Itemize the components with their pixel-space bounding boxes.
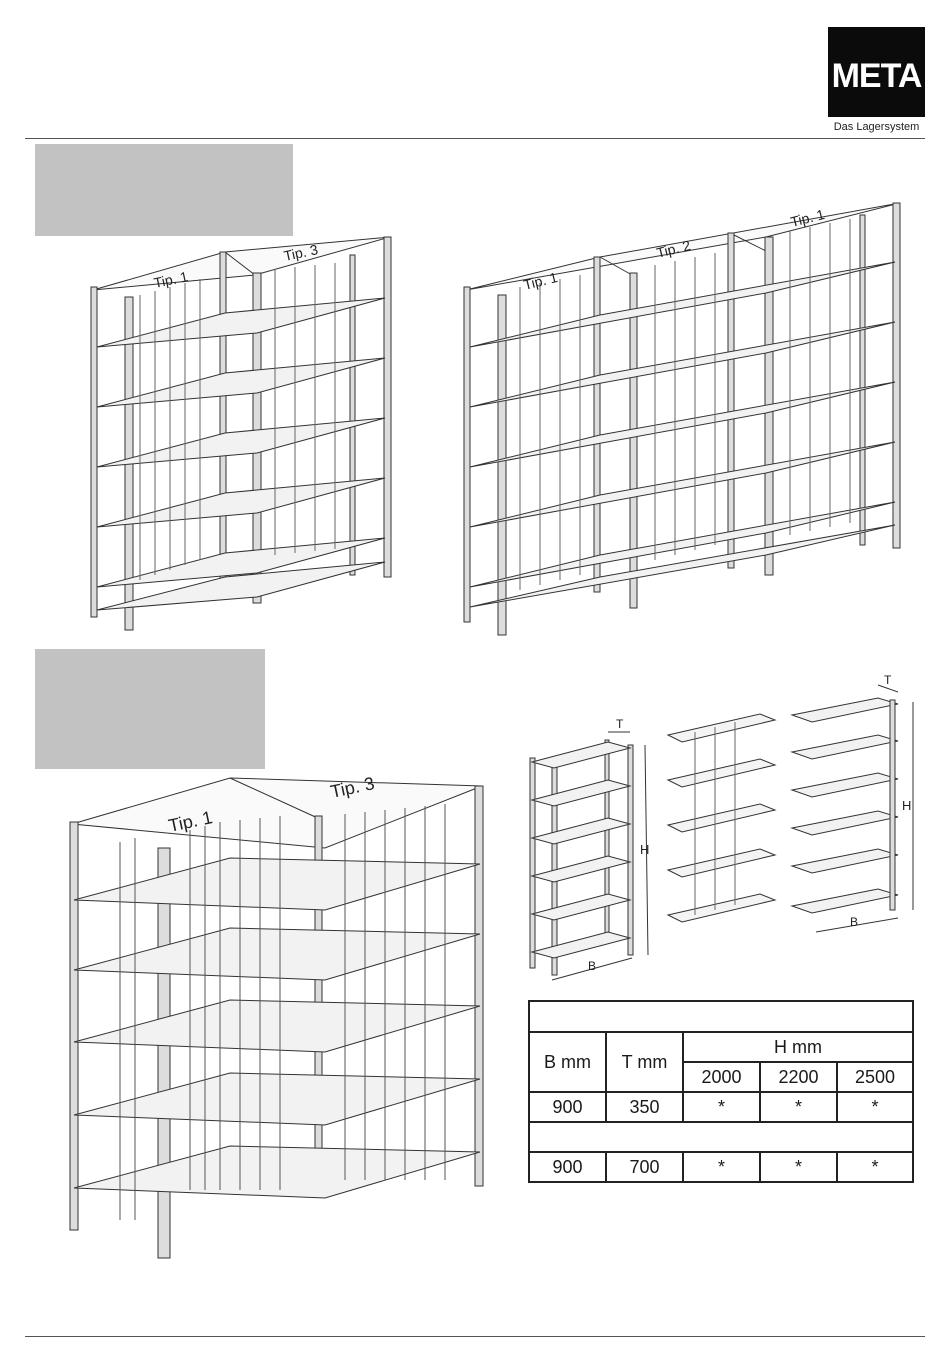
dimension-diagram (520, 670, 930, 990)
unit-label: Tip. 3 (328, 773, 377, 802)
cell-mark: * (683, 1092, 760, 1122)
cell-b: 900 (529, 1092, 606, 1122)
height-2500: 2500 (837, 1062, 913, 1092)
footer-rule (25, 1336, 925, 1337)
cell-mark: * (837, 1152, 913, 1182)
cell-b: 900 (529, 1152, 606, 1182)
header-h: H mm (683, 1032, 913, 1062)
header-b: B mm (529, 1032, 606, 1092)
dim-depth-label: T (884, 673, 892, 687)
cell-mark: * (683, 1152, 760, 1182)
cell-mark: * (760, 1092, 837, 1122)
unit-label: Tip. 1 (166, 807, 215, 836)
shelf-drawing-top-left (85, 225, 405, 635)
table-title-row (529, 1001, 913, 1032)
cell-mark: * (837, 1092, 913, 1122)
shelf-drawing-bottom (60, 750, 500, 1260)
unit-label: Tip. 3 (282, 241, 320, 264)
dim-depth-label: T (616, 717, 624, 731)
dim-width-label: B (850, 915, 859, 929)
brand-name: META (831, 57, 922, 95)
height-2200: 2200 (760, 1062, 837, 1092)
height-2000: 2000 (683, 1062, 760, 1092)
table-row (529, 1152, 913, 1182)
table-row (529, 1092, 913, 1122)
unit-label: Tip. 1 (521, 269, 560, 293)
header-rule (25, 138, 925, 139)
dim-height-label: H (640, 842, 650, 857)
cell-mark: * (760, 1152, 837, 1182)
brand-tagline: Das Lagersystem (833, 121, 920, 133)
dim-width-label: B (588, 959, 597, 973)
header-t: T mm (606, 1032, 683, 1092)
spec-table (528, 1000, 914, 1183)
table-section-row (529, 1122, 913, 1152)
unit-label: Tip. 2 (654, 237, 693, 261)
shelf-drawing-top-right (460, 195, 910, 640)
brand-logo (828, 27, 925, 117)
cell-t: 350 (606, 1092, 683, 1122)
cell-t: 700 (606, 1152, 683, 1182)
section-title-block-1 (35, 144, 293, 236)
unit-label: Tip. 1 (788, 206, 827, 230)
dim-height-label: H (902, 798, 912, 813)
unit-label: Tip. 1 (152, 268, 190, 291)
